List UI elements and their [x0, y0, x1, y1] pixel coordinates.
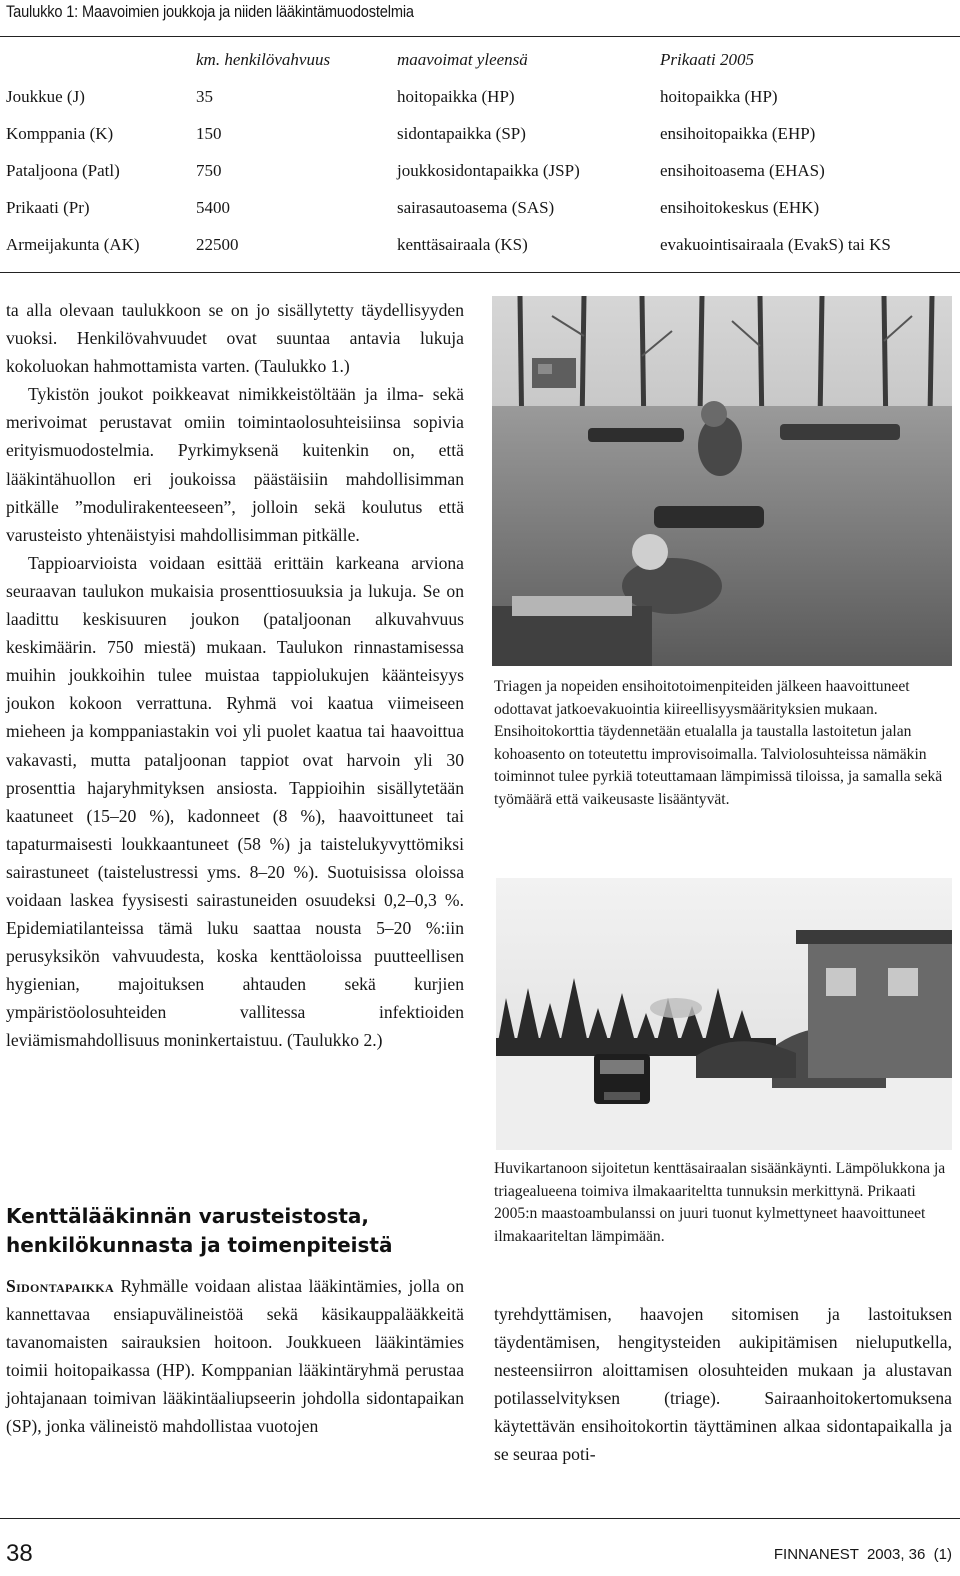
table-cell-strength: 150 [196, 124, 222, 143]
table-header-ground-forces: maavoimat yleensä [397, 50, 528, 69]
photo-triage-field [492, 296, 952, 666]
photo-triage-field-image [492, 296, 952, 666]
table-cell-strength: 22500 [196, 235, 239, 254]
table-cell-strength: 750 [196, 161, 222, 180]
table-cell-unit: Armeijakunta (AK) [6, 235, 140, 254]
photo-caption: Triagen ja nopeiden ensihoitotoimenpiteiden jälkeen haavoittuneet odottavat jatkoevakuointia kiireellisyysmäärityksien mukaan. Ensihoitokorttia täydennetään etualalla ja taustalla lastoitetun jalan kohoasento on toteutettu improvisoimalla. Talviolosuhteissa nämäkin toiminnot tulee pyrkiä toteuttamaan lämpimissä tiloissa, ja samalla sekä työmäärä että vaikeusaste lisääntyvät. [494, 678, 943, 808]
paragraph-lead: Sidontapaikka [6, 1276, 114, 1296]
left-column-section-text [6, 1272, 464, 1441]
photo-field-hospital-image [496, 878, 952, 1150]
page-number: 38 [6, 1540, 33, 1567]
photo-field-hospital [496, 878, 952, 1150]
table-cell-unit: Pataljoona (Patl) [6, 161, 120, 180]
section-heading: Kenttälääkinnän varusteistosta, henkilökunnasta ja toimenpiteistä [6, 1204, 393, 1257]
table-bottom-rule [0, 272, 960, 273]
table-cell-unit: Prikaati (Pr) [6, 198, 90, 217]
table-cell-ground-forces: sairasautoasema (SAS) [397, 198, 555, 217]
paragraph: Tappioarvioista voidaan esittää erittäin karkeana arviona seuraavan taulukon mukaisia prosenttiosuuksia ja lukuja. Se on laadittu keskisuuren joukon (pataljoonan alkuvahvuus keskimäärin. 750 miestä) mukaan. Taulukon rinnastamisessa muihin joukkoihin tulee muistaa tappiolukujen käänteisyys joukon kokoon verrattuna. Ryhmä voi kaatua viimeiseen mieheen ja komppaniastakin voi yli puolet kaatua tai haavoittua vakavasti, mutta pataljoonan tappiot ovat harvoin yli 30 prosenttia hajaryhmityksen ansiosta. Tappioihin sisällytetään kaatuneet (15–20 %), kadonneet (8 %), haavoittuneet tai tapaturmaisesti loukkaantuneet (58 %) ja taistelukyvyttömiksi sairastuneet (taistelustressi yms. 8–20 %). Suotuisissa oloissa voidaan laskea fyysisesti sairastuneiden osuudeksi 0,2–0,3 %. Epidemiatilanteissa tämä luku saattaa nousta 5–20 %:iin perusyksikön vahvuudesta, koska kenttäoloissa puutteellisen hygienian, majoituksen ahtauden sekä kurjien ympäristöolosuhteiden vallitessa infektioiden leviämismahdollisuus moninkertaistuu. (Taulukko 2.) [6, 552, 464, 1051]
table-cell-ground-forces: sidontapaikka (SP) [397, 124, 526, 143]
table-cell-brigade-2005: ensihoitopaikka (EHP) [660, 124, 816, 143]
table-header-brigade-2005: Prikaati 2005 [660, 50, 754, 69]
table-cell-brigade-2005: ensihoitoasema (EHAS) [660, 161, 825, 180]
journal-reference: FINNANEST 2003, 36 (1) [773, 1546, 952, 1563]
paragraph: Tykistön joukot poikkeavat nimikkeistöltään ja ilma- sekä merivoimat perustavat omiin toimintaolosuhteisiinsa sopivia erityismuodostelmia. Pyrkimyksenä kuitenkin on, että lääkintähuollon eri joukoissa päästäisiin mahdollisimman pitkälle ”modulirakenteeseen”, jolloin sekä koulutus että varusteisto yhtenäistyisi mahdollisimman pitkälle. [6, 384, 464, 545]
table-cell-ground-forces: hoitopaikka (HP) [397, 87, 515, 106]
paragraph-body: Ryhmälle voidaan alistaa lääkintämies, jolla on kannettavaa ensiapuvälineistöä sekä käsikauppalääkkeitä tavanomaisten sairauksien hoitoon. Joukkueen lääkintämies toimii hoitopaikassa (HP). Komppanian lääkintäryhmä perustaa johtajanaan toimivan lääkintäaliupseerin johdolla sidontapaikan (SP), jonka välineistö mahdollistaa vuotojen [6, 1276, 464, 1437]
photo-caption: Huvikartanoon sijoitetun kenttäsairaalan sisäänkäynti. Lämpölukkona ja triagealueena toimiva ilmakaariteltta tunnuksin merkittynä. Prikaati 2005:n maastoambulanssi on juuri tuonut kylmettyneet haavoittuneet ilmakaariteltan lämpimään. [494, 1160, 946, 1245]
table-cell-unit: Joukkue (J) [6, 87, 85, 106]
table-cell-strength: 35 [196, 87, 213, 106]
table-cell-brigade-2005: hoitopaikka (HP) [660, 87, 778, 106]
table-cell-ground-forces: joukkosidontapaikka (JSP) [397, 161, 580, 180]
right-column-text [494, 1300, 952, 1469]
left-column-text [6, 296, 464, 1055]
table-cell-brigade-2005: evakuointisairaala (EvakS) tai KS [660, 235, 891, 254]
paragraph [6, 1272, 464, 1441]
table-cell-ground-forces: kenttäsairaala (KS) [397, 235, 528, 254]
table-cell-brigade-2005: ensihoitokeskus (EHK) [660, 198, 820, 217]
table-top-rule [0, 36, 960, 37]
paragraph: tyrehdyttämisen, haavojen sitomisen ja lastoituksen täydentämisen, hengitysteiden aukipitämisen nieluputkella, nesteensiirron aloittamisen olosuhteiden mukaan ja alustavan potilasselvityksen (triage). Sairaanhoitokertomuksena käytettävän ensihoitokortin täyttäminen alkaa sidontapaikalla ja se seuraa poti- [494, 1304, 952, 1465]
table-cell-unit: Komppania (K) [6, 124, 114, 143]
table-header-strength: km. henkilövahvuus [196, 50, 331, 69]
table-title: Taulukko 1: Maavoimien joukkoja ja niiden lääkintämuodostelmia [6, 2, 414, 21]
table-cell-strength: 5400 [196, 198, 230, 217]
paragraph: ta alla olevaan taulukkoon se on jo sisällytetty täydellisyyden vuoksi. Henkilövahvuudet ovat suuntaa antavia lukuja kokoluokan hahmottamista varten. (Taulukko 1.) [6, 300, 464, 377]
footer-rule [0, 1518, 960, 1519]
